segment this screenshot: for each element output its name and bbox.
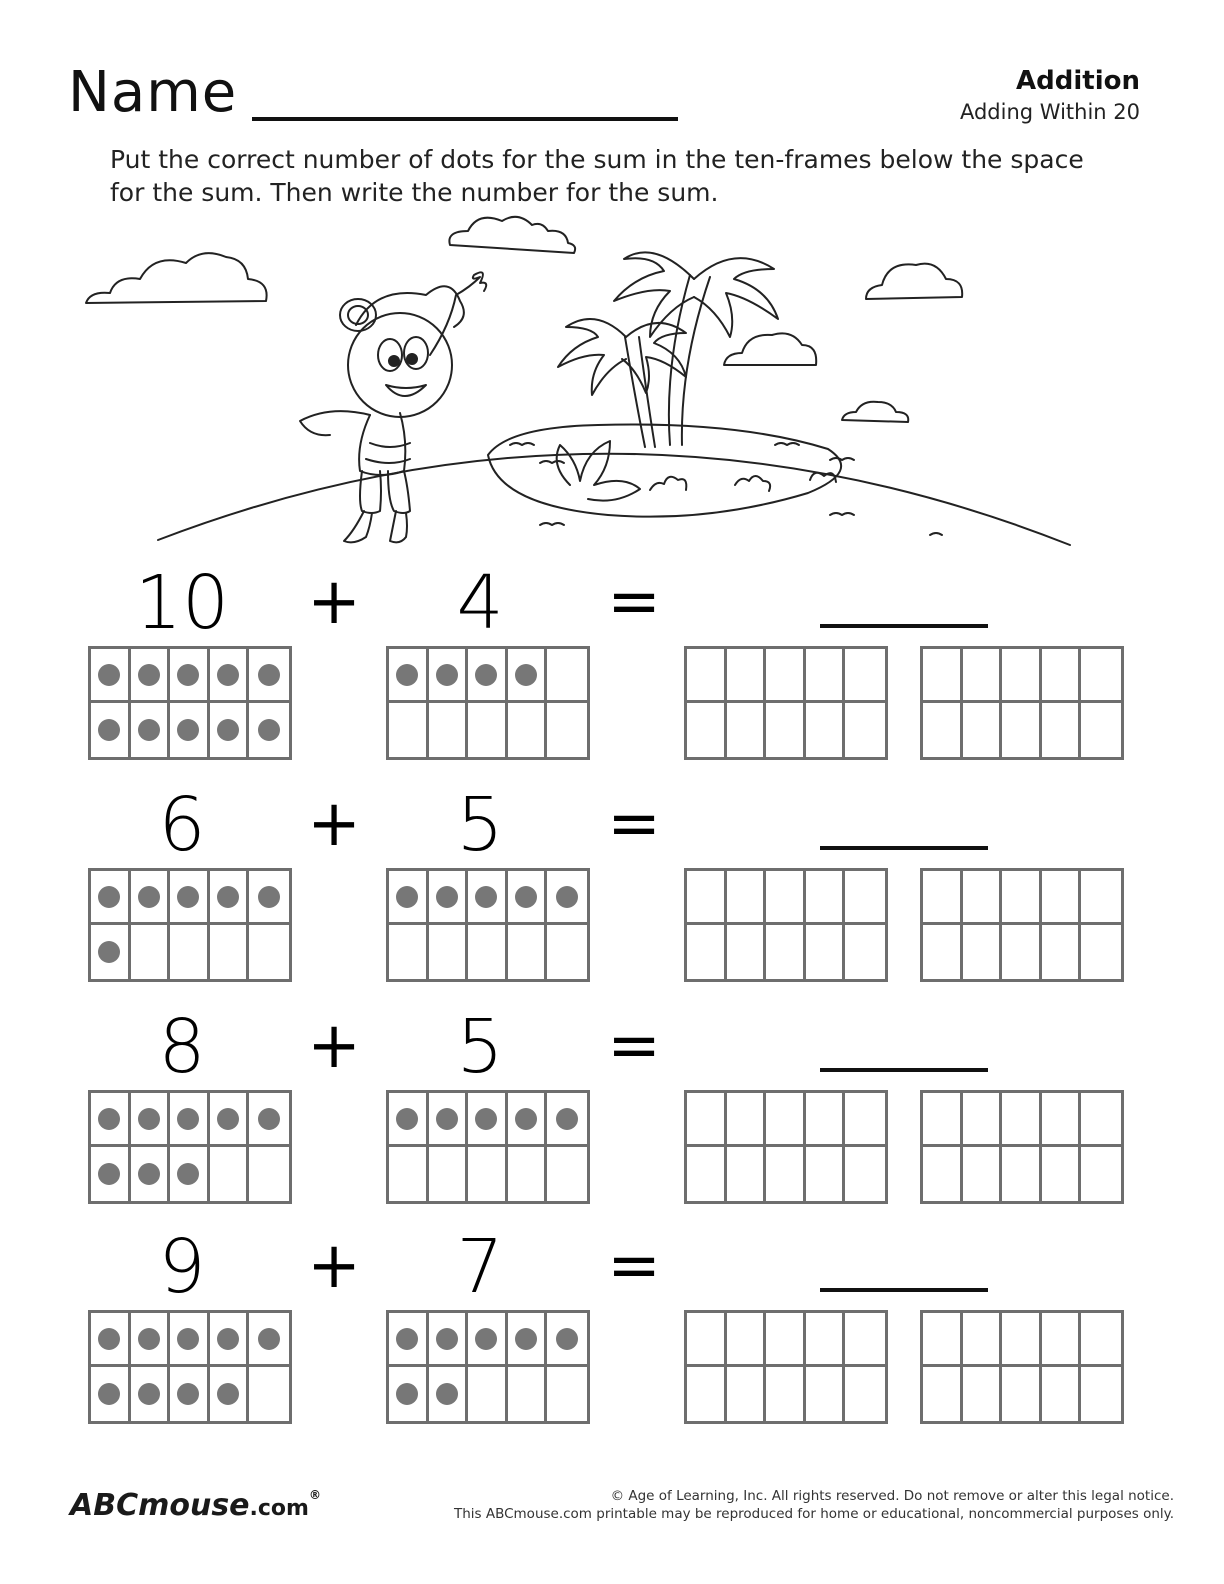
cloud-icon: [449, 217, 575, 253]
sum-answer-line[interactable]: [820, 846, 988, 850]
ten-frame-cell[interactable]: [1042, 1093, 1082, 1147]
ten-frame-cell: [508, 703, 548, 757]
logo-main-text: ABCmouse: [70, 1488, 250, 1523]
ten-frame-cell[interactable]: [727, 1313, 767, 1367]
counter-dot: [258, 719, 280, 741]
ten-frame-cell[interactable]: [1042, 925, 1082, 979]
ten-frame-cell: [91, 871, 131, 925]
ten-frame-cell[interactable]: [923, 649, 963, 703]
ten-frame-sum-1[interactable]: [684, 1090, 888, 1204]
ten-frame-cell: [389, 925, 429, 979]
counter-dot: [515, 1328, 537, 1350]
legal-notice: [454, 1487, 1174, 1523]
plus-sign: +: [307, 565, 361, 639]
counter-dot: [217, 1108, 239, 1130]
ten-frame-cell: [468, 925, 508, 979]
counter-dot: [556, 1108, 578, 1130]
ten-frame-cell: [210, 1367, 250, 1421]
ten-frame-cell[interactable]: [923, 1147, 963, 1201]
counter-dot: [177, 1163, 199, 1185]
equals-sign: =: [607, 1229, 661, 1303]
ten-frame-cell[interactable]: [1002, 1313, 1042, 1367]
ten-frame-cell[interactable]: [1081, 649, 1121, 703]
ten-frame-cell[interactable]: [806, 1147, 846, 1201]
counter-dot: [177, 1328, 199, 1350]
ten-frame-cell: [389, 1313, 429, 1367]
counter-dot: [138, 1328, 160, 1350]
ten-frame-cell[interactable]: [845, 1313, 885, 1367]
cloud-icon: [86, 253, 267, 303]
ten-frame-cell[interactable]: [766, 925, 806, 979]
ten-frame-cell[interactable]: [806, 925, 846, 979]
ten-frame-cell[interactable]: [766, 703, 806, 757]
counter-dot: [475, 664, 497, 686]
ten-frame-cell[interactable]: [1002, 649, 1042, 703]
ten-frame-cell: [170, 649, 210, 703]
ten-frame-cell[interactable]: [1042, 1367, 1082, 1421]
counter-dot: [396, 1108, 418, 1130]
ten-frame-cell[interactable]: [845, 703, 885, 757]
ten-frame-cell: [547, 1367, 587, 1421]
ten-frame-sum-2[interactable]: [920, 1090, 1124, 1204]
counter-dot: [515, 1108, 537, 1130]
ten-frame-addend-a: [88, 646, 292, 760]
logo-suffix-text: .com: [249, 1496, 309, 1521]
ten-frame-cell: [547, 1313, 587, 1367]
counter-dot: [436, 1328, 458, 1350]
ten-frame-cell: [389, 871, 429, 925]
counter-dot: [98, 719, 120, 741]
ten-frame-cell: [547, 1093, 587, 1147]
ten-frame-cell: [249, 649, 289, 703]
ten-frame-cell: [468, 703, 508, 757]
ten-frame-cell: [131, 1147, 171, 1201]
counter-dot: [138, 1163, 160, 1185]
ten-frame-addend-b: [386, 646, 590, 760]
counter-dot: [138, 886, 160, 908]
ten-frame-cell[interactable]: [687, 703, 727, 757]
counter-dot: [98, 1383, 120, 1405]
ten-frame-cell: [131, 1367, 171, 1421]
counter-dot: [138, 664, 160, 686]
ten-frame-cell[interactable]: [687, 1147, 727, 1201]
ten-frame-sum-2[interactable]: [920, 868, 1124, 982]
ten-frame-cell[interactable]: [687, 649, 727, 703]
ten-frame-cell[interactable]: [806, 1367, 846, 1421]
ten-frame-cell: [389, 1147, 429, 1201]
counter-dot: [436, 886, 458, 908]
equals-sign: =: [607, 565, 661, 639]
ten-frame-cell: [508, 871, 548, 925]
ten-frame-cell: [468, 1313, 508, 1367]
counter-dot: [217, 664, 239, 686]
ten-frame-cell: [429, 1313, 469, 1367]
ten-frame-cell: [249, 703, 289, 757]
ten-frame-cell: [170, 1093, 210, 1147]
ten-frame-cell[interactable]: [1002, 703, 1042, 757]
addend-b: 5: [456, 782, 504, 868]
ten-frame-cell[interactable]: [963, 925, 1003, 979]
ten-frame-cell: [210, 1313, 250, 1367]
ten-frame-addend-a: [88, 868, 292, 982]
ten-frame-cell[interactable]: [1042, 871, 1082, 925]
equals-sign: =: [607, 787, 661, 861]
ten-frame-cell[interactable]: [1002, 871, 1042, 925]
ten-frame-cell[interactable]: [1081, 1367, 1121, 1421]
ten-frame-cell: [210, 871, 250, 925]
ten-frame-cell[interactable]: [727, 925, 767, 979]
counter-dot: [515, 664, 537, 686]
counter-dot: [138, 1383, 160, 1405]
ten-frame-sum-1[interactable]: [684, 868, 888, 982]
counter-dot: [475, 1108, 497, 1130]
ten-frame-cell[interactable]: [963, 649, 1003, 703]
ten-frame-cell: [429, 925, 469, 979]
plus-sign: +: [307, 787, 361, 861]
addend-b: 4: [456, 560, 504, 646]
equals-sign: =: [607, 1009, 661, 1083]
instructions-text: Put the correct number of dots for the sum in the ten-frames below the space for the sum. Then write the number for the sum.: [110, 145, 1084, 207]
ten-frame-addend-a: [88, 1310, 292, 1424]
ten-frame-cell[interactable]: [806, 649, 846, 703]
sum-answer-line[interactable]: [820, 1288, 988, 1292]
ten-frame-cell: [249, 871, 289, 925]
counter-dot: [98, 1108, 120, 1130]
ten-frame-cell[interactable]: [766, 1147, 806, 1201]
ten-frame-cell: [249, 925, 289, 979]
ten-frame-cell[interactable]: [806, 871, 846, 925]
ten-frame-cell[interactable]: [1002, 1367, 1042, 1421]
counter-dot: [396, 1328, 418, 1350]
ten-frame-cell: [210, 1147, 250, 1201]
ten-frame-cell: [468, 1147, 508, 1201]
ten-frame-cell[interactable]: [687, 1367, 727, 1421]
counter-dot: [177, 886, 199, 908]
worksheet-subtopic: Adding Within 20: [959, 100, 1140, 124]
ten-frame-cell[interactable]: [727, 1093, 767, 1147]
ten-frame-cell[interactable]: [687, 1313, 727, 1367]
ten-frame-cell: [429, 1147, 469, 1201]
ten-frame-cell: [91, 925, 131, 979]
counter-dot: [98, 1328, 120, 1350]
counter-dot: [258, 1108, 280, 1130]
ten-frame-cell[interactable]: [1002, 1093, 1042, 1147]
ten-frame-cell: [91, 1147, 131, 1201]
ten-frame-cell[interactable]: [1042, 649, 1082, 703]
counter-dot: [396, 886, 418, 908]
island-scene-icon: [70, 215, 1160, 555]
ten-frame-cell: [547, 1147, 587, 1201]
ten-frame-cell: [249, 1147, 289, 1201]
addend-a: 8: [158, 1004, 206, 1090]
cloud-icon: [866, 264, 962, 299]
ten-frame-cell: [389, 1093, 429, 1147]
ten-frame-cell[interactable]: [727, 871, 767, 925]
ten-frame-cell[interactable]: [923, 1367, 963, 1421]
ten-frame-cell[interactable]: [687, 1093, 727, 1147]
ten-frame-cell[interactable]: [845, 925, 885, 979]
ten-frame-addend-b: [386, 1090, 590, 1204]
ten-frame-cell[interactable]: [1081, 1313, 1121, 1367]
ten-frame-cell: [210, 925, 250, 979]
counter-dot: [258, 1328, 280, 1350]
ten-frame-cell[interactable]: [1002, 925, 1042, 979]
counter-dot: [177, 719, 199, 741]
counter-dot: [258, 664, 280, 686]
ten-frame-cell[interactable]: [963, 703, 1003, 757]
counter-dot: [515, 886, 537, 908]
logo-registered-mark: ®: [308, 1488, 321, 1502]
ten-frame-cell[interactable]: [1081, 1147, 1121, 1201]
counter-dot: [217, 1328, 239, 1350]
addend-a: 10: [134, 560, 230, 646]
name-label: Name: [68, 60, 238, 125]
ten-frame-cell: [170, 1147, 210, 1201]
counter-dot: [396, 664, 418, 686]
ten-frame-cell[interactable]: [727, 649, 767, 703]
ten-frame-cell[interactable]: [727, 703, 767, 757]
ten-frame-cell[interactable]: [727, 1147, 767, 1201]
cloud-icon: [724, 333, 816, 365]
ten-frame-cell: [508, 1367, 548, 1421]
addend-a: 9: [158, 1224, 206, 1310]
ten-frame-cell: [170, 871, 210, 925]
counter-dot: [217, 719, 239, 741]
ten-frame-cell: [468, 649, 508, 703]
counter-dot: [177, 664, 199, 686]
ten-frame-cell: [91, 703, 131, 757]
addend-a: 6: [158, 782, 206, 868]
ten-frame-cell: [547, 649, 587, 703]
worksheet-topic: Addition: [1016, 66, 1140, 96]
ten-frame-cell: [508, 649, 548, 703]
ten-frame-addend-a: [88, 1090, 292, 1204]
counter-dot: [98, 1163, 120, 1185]
plus-sign: +: [307, 1229, 361, 1303]
ten-frame-cell: [547, 925, 587, 979]
ten-frame-cell: [131, 703, 171, 757]
ten-frame-cell[interactable]: [766, 1313, 806, 1367]
counter-dot: [436, 664, 458, 686]
counter-dot: [556, 886, 578, 908]
counter-dot: [475, 1328, 497, 1350]
ten-frame-cell: [210, 703, 250, 757]
ten-frame-sum-2[interactable]: [920, 646, 1124, 760]
ten-frame-cell[interactable]: [687, 925, 727, 979]
ten-frame-cell[interactable]: [1081, 871, 1121, 925]
ten-frame-cell[interactable]: [1042, 703, 1082, 757]
ten-frame-cell: [131, 1313, 171, 1367]
ten-frame-cell[interactable]: [766, 649, 806, 703]
counter-dot: [138, 1108, 160, 1130]
ten-frame-cell[interactable]: [727, 1367, 767, 1421]
counter-dot: [475, 886, 497, 908]
ten-frame-cell: [210, 1093, 250, 1147]
counter-dot: [556, 1328, 578, 1350]
ten-frame-sum-2[interactable]: [920, 1310, 1124, 1424]
ten-frame-cell: [468, 1093, 508, 1147]
ten-frame-cell: [249, 1367, 289, 1421]
ten-frame-cell[interactable]: [1081, 703, 1121, 757]
ten-frame-cell: [91, 1313, 131, 1367]
counter-dot: [436, 1108, 458, 1130]
ten-frame-cell[interactable]: [687, 871, 727, 925]
ten-frame-cell: [91, 1093, 131, 1147]
counter-dot: [98, 664, 120, 686]
ten-frame-cell: [389, 1367, 429, 1421]
ten-frame-cell[interactable]: [806, 703, 846, 757]
ten-frame-cell: [170, 703, 210, 757]
ten-frame-cell[interactable]: [923, 703, 963, 757]
ten-frame-cell[interactable]: [1081, 1093, 1121, 1147]
ten-frame-cell: [429, 1367, 469, 1421]
ten-frame-cell: [170, 925, 210, 979]
ten-frame-cell[interactable]: [923, 1313, 963, 1367]
ten-frame-cell[interactable]: [963, 1093, 1003, 1147]
counter-dot: [138, 719, 160, 741]
ten-frame-cell[interactable]: [806, 1313, 846, 1367]
legal-line-1: © Age of Learning, Inc. All rights reserved. Do not remove or alter this legal notice.: [610, 1488, 1174, 1504]
ten-frame-cell: [91, 649, 131, 703]
ten-frame-cell[interactable]: [1081, 925, 1121, 979]
ten-frame-cell: [468, 1367, 508, 1421]
ten-frame-cell[interactable]: [963, 1367, 1003, 1421]
cloud-icon: [842, 402, 908, 422]
ten-frame-addend-b: [386, 868, 590, 982]
ten-frame-cell: [249, 1313, 289, 1367]
ten-frame-cell: [131, 925, 171, 979]
ten-frame-sum-1[interactable]: [684, 1310, 888, 1424]
ten-frame-cell[interactable]: [963, 1147, 1003, 1201]
ten-frame-cell[interactable]: [766, 1367, 806, 1421]
sum-answer-line[interactable]: [820, 1068, 988, 1072]
ten-frame-cell: [131, 1093, 171, 1147]
ten-frame-cell: [249, 1093, 289, 1147]
ten-frame-cell: [131, 649, 171, 703]
ten-frame-cell[interactable]: [1002, 1147, 1042, 1201]
ten-frame-cell[interactable]: [845, 649, 885, 703]
ten-frame-cell: [508, 1093, 548, 1147]
ten-frame-cell[interactable]: [766, 1093, 806, 1147]
ten-frame-cell[interactable]: [766, 871, 806, 925]
ten-frame-cell: [508, 1147, 548, 1201]
ten-frame-cell[interactable]: [1042, 1313, 1082, 1367]
ten-frame-cell: [210, 649, 250, 703]
ten-frame-cell: [389, 649, 429, 703]
ten-frame-cell[interactable]: [963, 871, 1003, 925]
ten-frame-cell: [429, 871, 469, 925]
ten-frame-cell: [170, 1313, 210, 1367]
ten-frame-cell: [429, 649, 469, 703]
ten-frame-cell: [468, 871, 508, 925]
counter-dot: [177, 1108, 199, 1130]
addend-b: 5: [456, 1004, 504, 1090]
ten-frame-cell[interactable]: [845, 871, 885, 925]
ten-frame-cell: [547, 703, 587, 757]
counter-dot: [98, 941, 120, 963]
ten-frame-cell: [508, 925, 548, 979]
ten-frame-cell: [429, 703, 469, 757]
counter-dot: [258, 886, 280, 908]
counter-dot: [436, 1383, 458, 1405]
ten-frame-cell[interactable]: [845, 1093, 885, 1147]
ten-frame-cell: [508, 1313, 548, 1367]
counter-dot: [98, 886, 120, 908]
counter-dot: [217, 886, 239, 908]
ten-frame-cell[interactable]: [845, 1367, 885, 1421]
ten-frame-cell: [91, 1367, 131, 1421]
ten-frame-cell[interactable]: [1042, 1147, 1082, 1201]
legal-line-2: This ABCmouse.com printable may be reproduced for home or educational, noncommercial purposes only.: [453, 1506, 1174, 1522]
addend-b: 7: [456, 1224, 504, 1310]
ten-frame-cell[interactable]: [923, 871, 963, 925]
ten-frame-sum-1[interactable]: [684, 646, 888, 760]
plus-sign: +: [307, 1009, 361, 1083]
ten-frame-cell: [170, 1367, 210, 1421]
ten-frame-cell[interactable]: [923, 1093, 963, 1147]
ten-frame-addend-b: [386, 1310, 590, 1424]
ten-frame-cell: [389, 703, 429, 757]
counter-dot: [177, 1383, 199, 1405]
counter-dot: [217, 1383, 239, 1405]
counter-dot: [396, 1383, 418, 1405]
ten-frame-cell[interactable]: [845, 1147, 885, 1201]
ten-frame-cell: [429, 1093, 469, 1147]
sum-answer-line[interactable]: [820, 624, 988, 628]
abcmouse-logo: [70, 1488, 321, 1523]
ten-frame-cell[interactable]: [923, 925, 963, 979]
name-write-line[interactable]: [252, 117, 678, 121]
ten-frame-cell[interactable]: [806, 1093, 846, 1147]
ten-frame-cell: [547, 871, 587, 925]
ten-frame-cell: [131, 871, 171, 925]
ten-frame-cell[interactable]: [963, 1313, 1003, 1367]
